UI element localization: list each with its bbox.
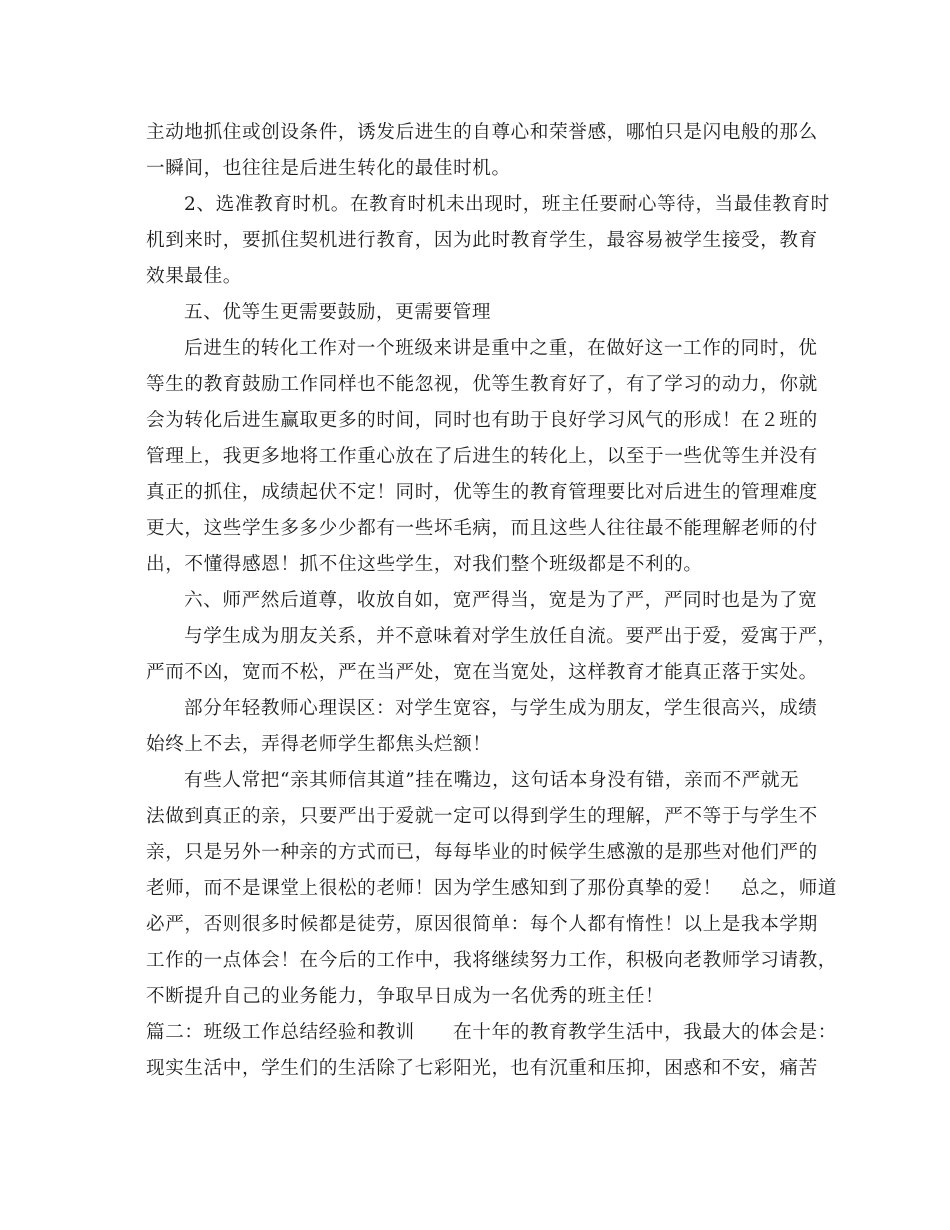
text-line: 不断提升自己的业务能力，争取早日成为一名优秀的班主任！ (146, 986, 665, 1007)
text-line: 始终上不去，弄得老师学生都焦头烂额！ (146, 734, 492, 755)
text-line: 与学生成为朋友关系，并不意味着对学生放任自流。要严出于爱，爱寓于严， (184, 626, 837, 647)
text-line: 效果最佳。 (146, 266, 242, 287)
text-line: 严而不凶，宽而不松，严在当严处，宽在当宽处，这样教育才能真正落于实处。 (146, 662, 818, 683)
text-line: 现实生活中，学生们的生活除了七彩阳光，也有沉重和压抑，困惑和不安，痛苦 (146, 1058, 818, 1079)
text-line: 出，不懂得感恩！抓不住这些学生，对我们整个班级都是不利的。 (146, 554, 703, 575)
text-line: 2、选准教育时机。在教育时机未出现时，班主任要耐心等待，当最佳教育时 (184, 194, 830, 215)
text-line: 法做到真正的亲，只要严出于爱就一定可以得到学生的理解，严不等于与学生不 (146, 806, 818, 827)
text-line: 后进生的转化工作对一个班级来讲是重中之重，在做好这一工作的同时，优 (184, 338, 818, 359)
text-line: 管理上，我更多地将工作重心放在了后进生的转化上，以至于一些优等生并没有 (146, 446, 818, 467)
text-line: 真正的抓住，成绩起伏不定！同时，优等生的教育管理要比对后进生的管理难度 (146, 482, 818, 503)
article-heading-line: 篇二：班级工作总结经验和教训 在十年的教育教学生活中，我最大的体会是： (146, 1022, 837, 1043)
text-line: 一瞬间，也往往是后进生转化的最佳时机。 (146, 158, 511, 179)
text-line: 等生的教育鼓励工作同样也不能忽视，优等生教育好了，有了学习的动力，你就 (146, 374, 818, 395)
text-line: 亲，只是另外一种亲的方式而已，每每毕业的时候学生感激的是那些对他们严的 (146, 842, 818, 863)
text-line: 老师，而不是课堂上很松的老师！因为学生感知到了那份真挚的爱！ 总之，师道 (146, 878, 837, 899)
text-line: 部分年轻教师心理误区：对学生宽容，与学生成为朋友，学生很高兴，成绩 (184, 698, 818, 719)
text-line: 必严，否则很多时候都是徒劳，原因很简单：每个人都有惰性！以上是我本学期 (146, 914, 818, 935)
text-line: 工作的一点体会！在今后的工作中，我将继续努力工作，积极向老教师学习请教， (146, 950, 837, 971)
text-line: 会为转化后进生赢取更多的时间，同时也有助于良好学习风气的形成！在２班的 (146, 410, 818, 431)
section-heading: 五、优等生更需要鼓励，更需要管理 (184, 302, 492, 323)
text-line: 主动地抓住或创设条件，诱发后进生的自尊心和荣誉感，哪怕只是闪电般的那么 (146, 122, 818, 143)
text-line: 更大，这些学生多多少少都有一些坏毛病，而且这些人往往最不能理解老师的付 (146, 518, 818, 539)
text-line: 有些人常把“亲其师信其道”挂在嘴边，这句话本身没有错，亲而不严就无 (184, 770, 800, 791)
text-line: 机到来时，要抓住契机进行教育，因为此时教育学生，最容易被学生接受，教育 (146, 230, 818, 251)
section-heading: 六、师严然后道尊，收放自如，宽严得当，宽是为了严，严同时也是为了宽 (184, 590, 818, 611)
